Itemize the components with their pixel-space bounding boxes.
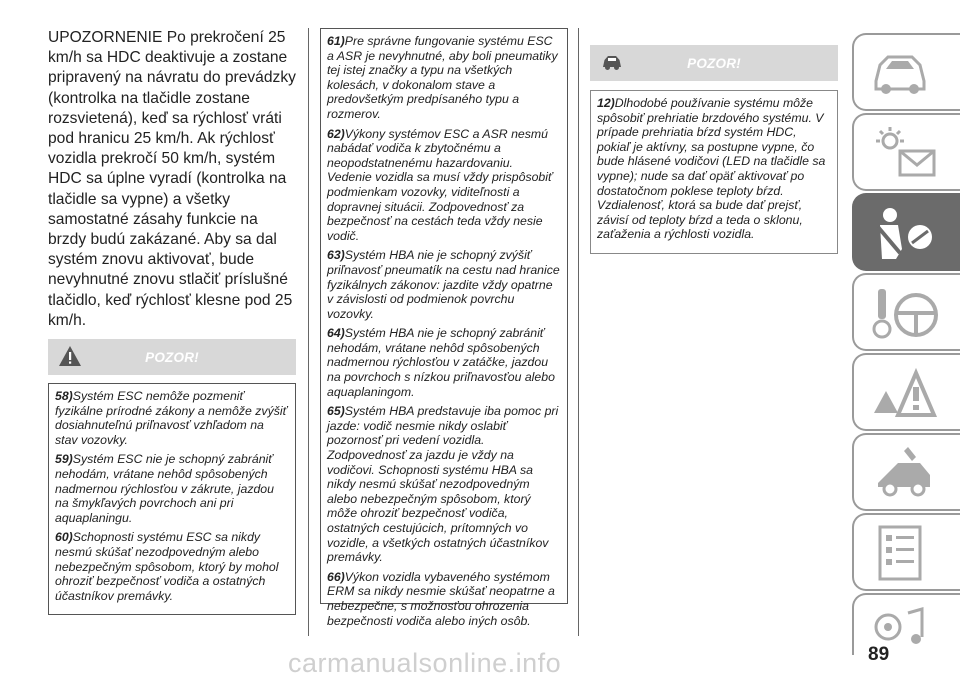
warning-item: 64)Systém HBA nie je schopný zabrániť nehodám, vrátane nehôd spôsobených nadmernou rýchlosťou v zatáčke, jazdou na povrchoch s nízkou priľnavosťou alebo aquaplaningom. <box>327 326 555 399</box>
warning-lights-icon <box>868 123 942 183</box>
tab-technical-data[interactable] <box>852 513 960 591</box>
warning-item: 60)Schopnosti systému ESC sa nikdy nesmú skúšať nezodpovedným alebo nebezpečným spôsobom, ktorý by mohol ohroziť bezpečnosť vodiča a ostatných účastníkov premávky. <box>55 530 279 603</box>
warning-header-right <box>590 45 838 81</box>
specs-checklist-icon <box>868 523 932 583</box>
warning-item: 65)Systém HBA predstavuje iba pomoc pri jazde: vodič nesmie nikdy oslabiť pozornosť pri vedení vozidla. Zodpovednosť za jazdu je vždy na vodičovi. Schopnosti systému HBA sa nikdy nesmú skúšať nezodpovedným alebo nebezpečným spôsobom, ktorý môže ohroziť bezpečnosť vodiča, ostatných cestujúcich, prítomných vo vozidle, a všetkých ostatných účastníkov premávky. <box>327 404 559 565</box>
warning-item: 58)Systém ESC nemôže pozmeniť fyzikálne prírodné zákony a nemôže zvýšiť dosiahnuteľnú priľnavosť vzhľadom na stav vozovky. <box>55 389 287 447</box>
tab-warning-lights[interactable] <box>852 113 960 191</box>
warning-item: 12)Dlhodobé používanie systému môže spôsobiť prehriatie brzdového systému. V prípade prehriatia bŕzd systém HDC, pokiaľ je aktívny, sa postupne vypne, čo bude hlásené vodičovi (LED na tlačidle sa vypne); nude sa dať opäť aktivovať po dostatočnom poklese teploty bŕzd. Vzdialenosť, ktorá sa bude dať prejsť, závisí od teploty bŕzd a teda o sklonu, zaťaženia a rýchlosti vozidla. <box>597 96 826 242</box>
tab-car[interactable] <box>852 33 960 111</box>
seatbelt-airbag-icon <box>868 203 938 263</box>
hdc-note-paragraph: UPOZORNENIE Po prekročení 25 km/h sa HDC deaktivuje a zostane pripravený na návratu do prevádzky (kontrolka na tlačidle zostane rozsvietená), keď sa rýchlosť vráti pod hranicu 25 km/h. Ak rýchlosť vozidla prekročí 50 km/h, systém HDC sa úplne vyradí (kontrolka na tlačidle sa vypne) a všetky samostatné zásahy funkcie na brzdy budú zakázané. Aby sa dal systém znovu aktivovať, bude nevyhnutné znovu stlačiť príslušné tlačidlo, keď rýchlosť klesne pod 25 km/h. <box>48 29 296 329</box>
column-divider <box>308 28 309 636</box>
watermark: carmanualsonline.info <box>288 648 562 678</box>
warning-item: 61)Pre správne fungovanie systému ESC a ASR je nevyhnutné, aby boli pneumatiky tej istej značky a typu na všetkých kolesách, v dokonalom stave a predovšetkým predpísaného typu a rozmerov. <box>327 34 558 121</box>
car-icon <box>868 43 932 101</box>
car-warning-icon <box>600 51 624 73</box>
emergency-triangle-icon <box>868 363 942 423</box>
tab-starting-driving[interactable] <box>852 273 960 351</box>
warning-item: 66)Výkon vozidla vybaveného systémom ERM sa nikdy nesmie skúšať neopatrne a nebezpečne, s možnosťou ohrozenia bezpečnosti vodiča alebo iných osôb. <box>327 569 555 628</box>
warning-title: POZOR! <box>145 349 199 365</box>
warning-box-middle <box>320 28 568 628</box>
key-steering-wheel-icon <box>868 283 942 343</box>
warning-title: POZOR! <box>687 55 741 71</box>
warning-item: 59)Systém ESC nie je schopný zabrániť nehodám, vrátane nehôd spôsobených nadmernou rýchlosťou v zákrute, jazdou na šmykľavých povrchoch ani pri aquaplaningu. <box>55 452 274 525</box>
warning-item: 63)Systém HBA nie je schopný zvýšiť priľnavosť pneumatík na cestu nad hranice fyzikálnych zákonov: jazdite vždy opatrne v závislosti od podmienok povrchu vozovky. <box>327 248 560 321</box>
warning-item: 62)Výkony systémov ESC a ASR nesmú nabádať vodiča k zbytočnému a neopodstatnenému hazardovaniu. Vedenie vozidla sa musí vždy prispôsobiť podmienkam vozovky, viditeľnosti a dopravnej situácii. Zodpovednosť za bezpečnosť na cestách teda vždy nesie vodič. <box>327 126 553 243</box>
warning-box-right <box>590 90 838 254</box>
left-column <box>48 28 300 357</box>
tab-maintenance[interactable] <box>852 433 960 511</box>
tab-emergency[interactable] <box>852 353 960 431</box>
page-number: 89 <box>868 644 890 665</box>
warning-box-left <box>48 383 296 615</box>
maintenance-icon <box>868 443 942 503</box>
tab-safety[interactable] <box>852 193 960 271</box>
column-divider <box>578 28 579 636</box>
warning-triangle-icon <box>58 345 82 367</box>
warning-header-left <box>48 339 296 375</box>
